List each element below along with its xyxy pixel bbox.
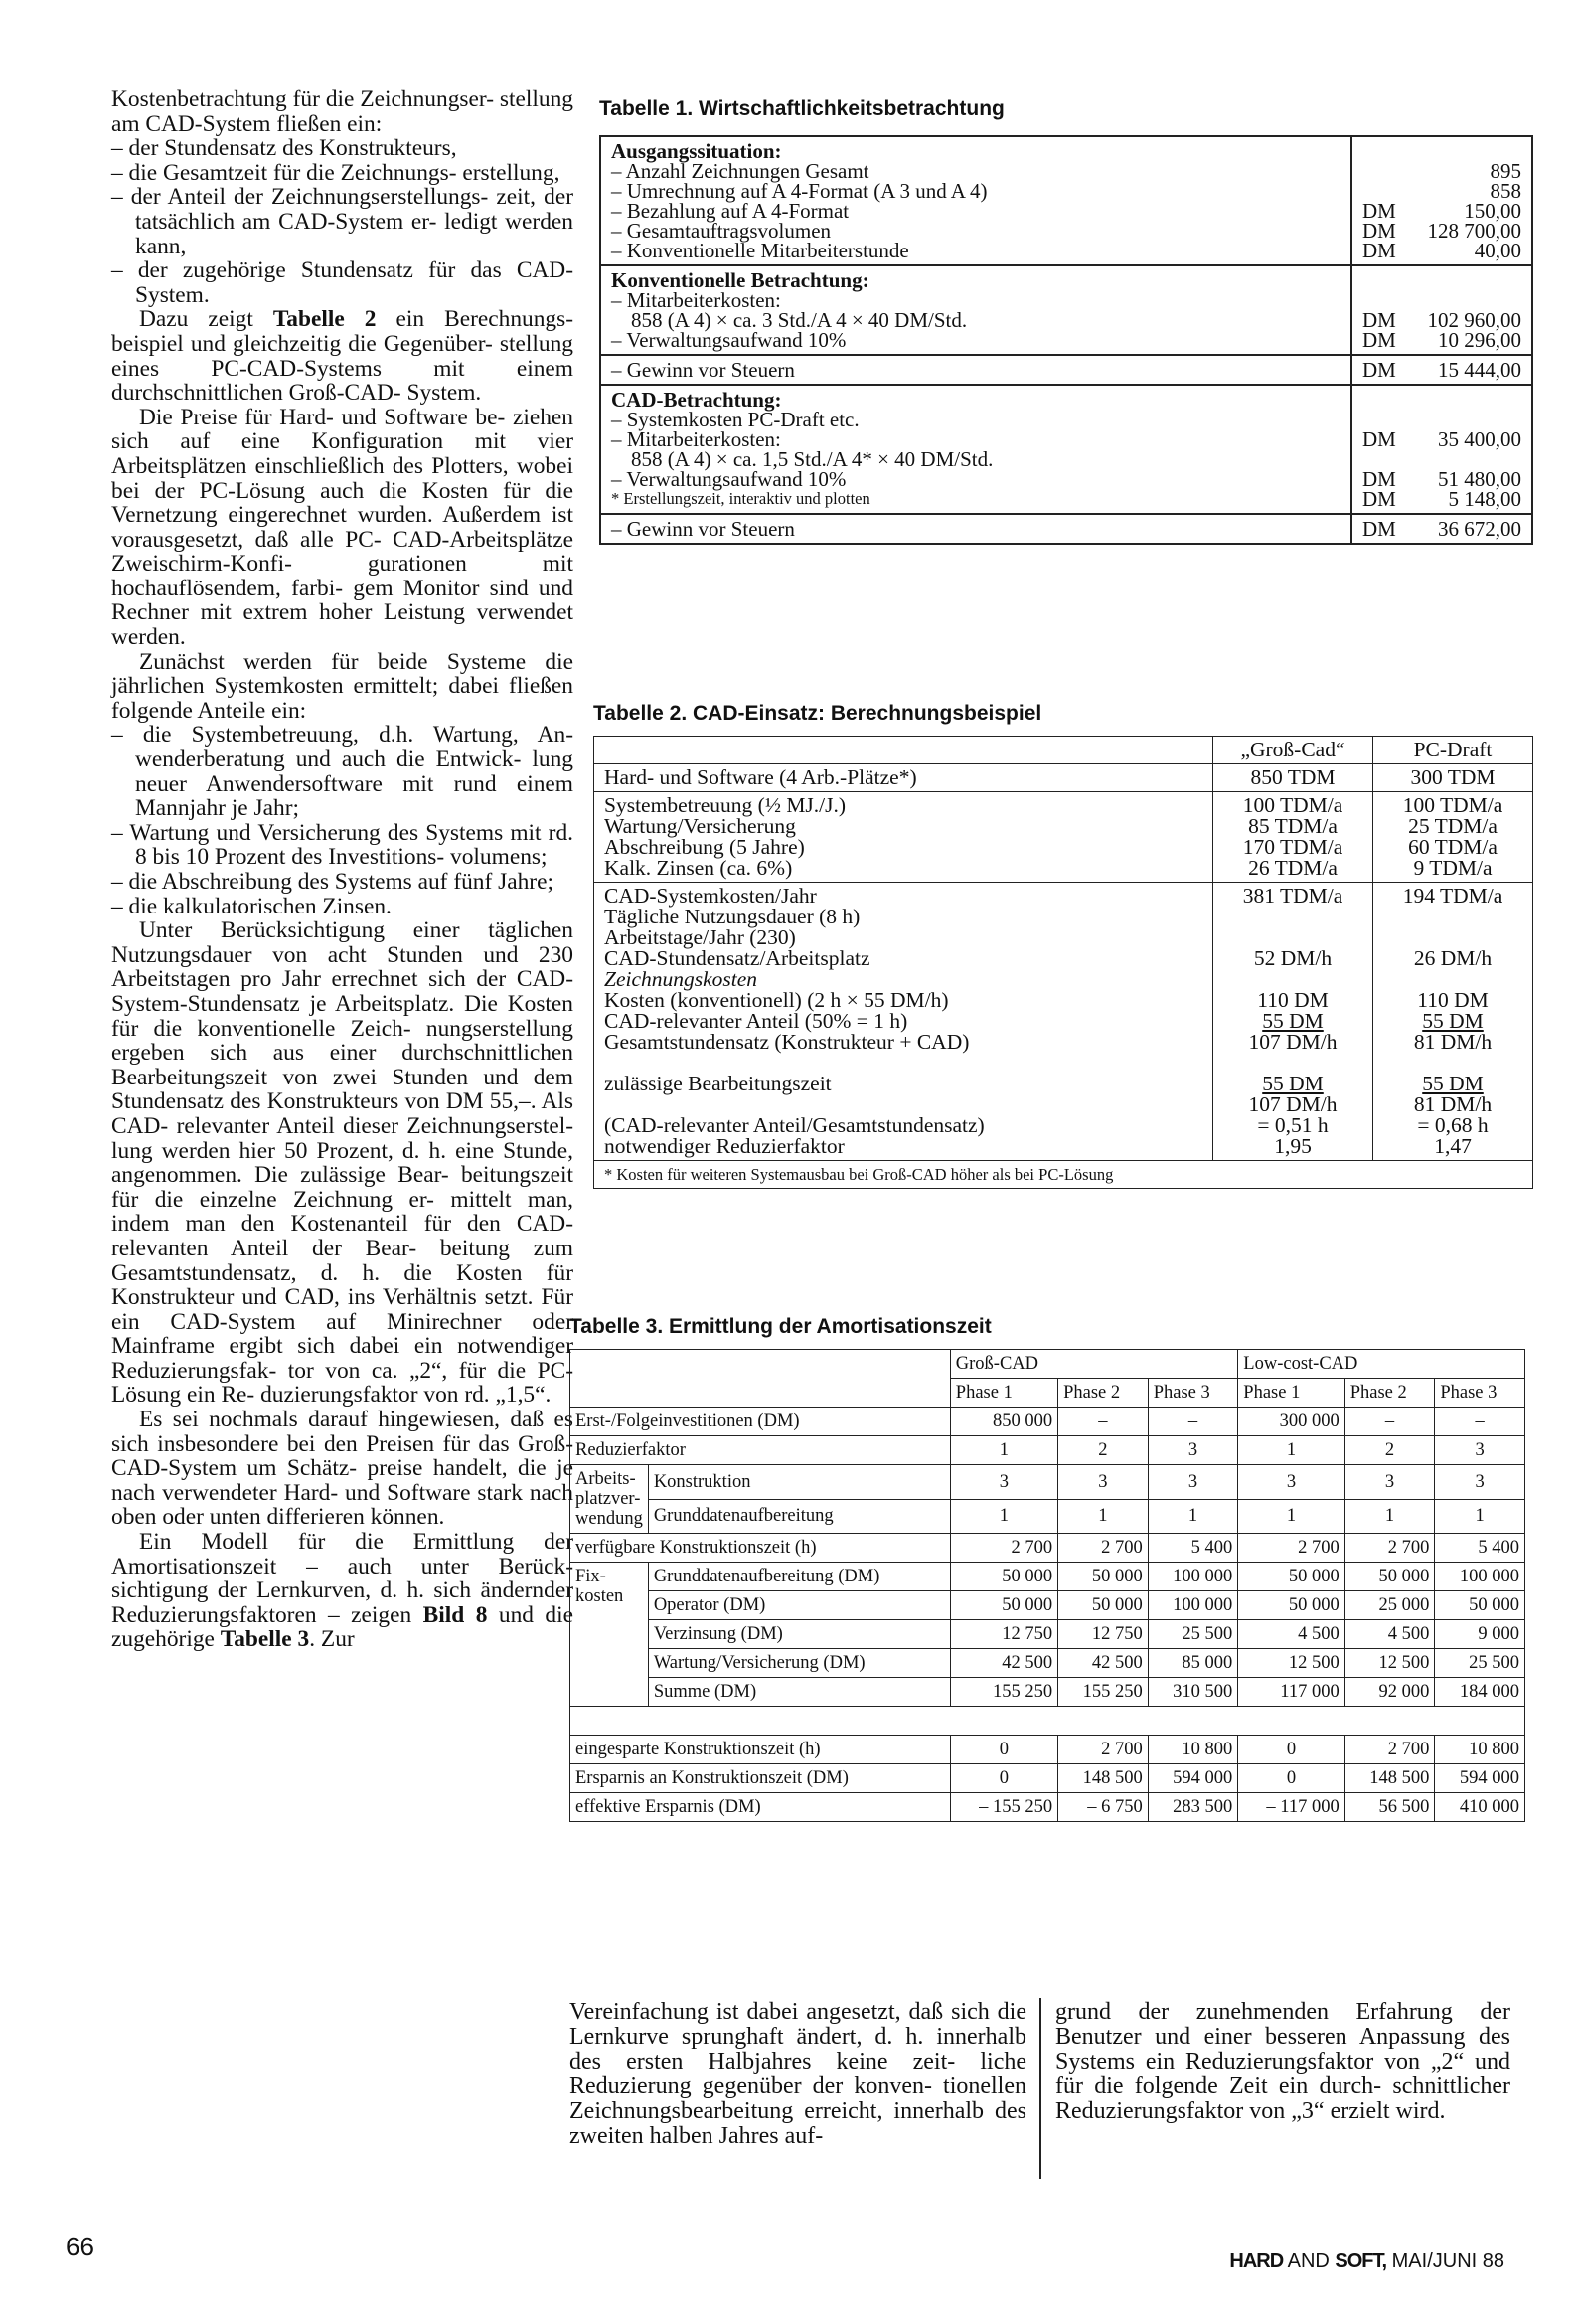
table2-line: 60 TDM/a xyxy=(1408,835,1498,859)
table1-value-cell xyxy=(1351,385,1532,514)
table1-line: – Gewinn vor Steuern xyxy=(611,358,795,382)
table2-line xyxy=(1223,907,1362,927)
table1-value-cell xyxy=(1351,514,1532,544)
table3-phase: Phase 2 xyxy=(1344,1379,1435,1408)
paragraph: – die Gesamtzeit für die Zeichnungs- erstellung, xyxy=(111,159,560,186)
table3-value: 1 xyxy=(1238,1436,1344,1465)
table2-line: CAD-relevanter Anteil (50% = 1 h) xyxy=(604,1009,908,1033)
table3-label: Grunddatenaufbereitung xyxy=(648,1499,950,1534)
bottom-right-text: grund der zunehmenden Erfahrung der Benutzer und einer besseren Anpassung des Systems ein Reduzierungsfaktor von „2“ und für die folgende Zeit ein durch- schnittlicher Reduzierungsfaktor von „3“ erzielt wird. xyxy=(1055,1999,1510,2124)
table3-value: – xyxy=(1435,1408,1525,1436)
table2-line: 850 TDM xyxy=(1250,765,1336,789)
table3-row xyxy=(570,1563,1525,1591)
table2-line: Arbeitstage/Jahr (230) xyxy=(604,925,796,949)
table1-row xyxy=(600,385,1532,514)
table2-header-cell: PC-Draft xyxy=(1373,737,1533,764)
currency: DM xyxy=(1362,517,1396,541)
left-column-text xyxy=(111,87,573,1652)
amount xyxy=(1516,141,1521,161)
table3-value: – 6 750 xyxy=(1058,1793,1149,1822)
paragraph: Zunächst werden für beide Systeme die jährlichen Systemkosten ermittelt; dabei fließen folgende Anteile ein: xyxy=(111,648,573,724)
table3-label: Summe (DM) xyxy=(648,1678,950,1707)
currency: DM xyxy=(1362,199,1396,223)
table2-line: zulässige Bearbeitungszeit xyxy=(604,1072,832,1095)
table3-value: 3 xyxy=(1344,1465,1435,1500)
table1-line: – Mitarbeiterkosten: xyxy=(611,427,781,451)
currency: DM xyxy=(1362,487,1396,511)
mag-hard: HARD xyxy=(1229,2250,1284,2272)
table3-value: 10 800 xyxy=(1148,1736,1238,1764)
table3-value: 117 000 xyxy=(1238,1678,1344,1707)
table2-line: 170 TDM/a xyxy=(1242,835,1343,859)
table3-value: 9 000 xyxy=(1435,1620,1525,1649)
table3-value: 594 000 xyxy=(1148,1764,1238,1793)
table3-value: 0 xyxy=(950,1736,1057,1764)
table3-value: 42 500 xyxy=(950,1649,1057,1678)
table3-value: – 117 000 xyxy=(1238,1793,1344,1822)
mag-issue: MAI/JUNI 88 xyxy=(1391,2250,1504,2272)
table3-value: 50 000 xyxy=(1238,1591,1344,1620)
currency: DM xyxy=(1362,308,1396,332)
table3-label: Ersparnis an Konstruktionszeit (DM) xyxy=(570,1764,951,1793)
table3-row xyxy=(570,1534,1525,1563)
table3-value: – xyxy=(1058,1408,1149,1436)
table2-line: 55 DM xyxy=(1422,1009,1484,1033)
table1-line: – Verwaltungsaufwand 10% xyxy=(611,328,847,352)
table1-value xyxy=(1362,201,1521,221)
table1-line: – Umrechnung auf A 4-Format (A 3 und A 4) xyxy=(611,179,988,203)
table2-line: CAD-Systemkosten/Jahr xyxy=(604,884,817,908)
bold-ref: Bild 8 xyxy=(422,1601,488,1628)
table1-line: * Erstellungszeit, interaktiv und plotten xyxy=(611,489,870,508)
table2 xyxy=(593,736,1533,1189)
amount: 102 960,00 xyxy=(1427,308,1521,332)
table1-value xyxy=(1362,330,1521,350)
table3-phase: Phase 2 xyxy=(1058,1379,1149,1408)
table2-header-cell xyxy=(594,737,1213,764)
table3-value: 50 000 xyxy=(950,1563,1057,1591)
table2-line: Kalk. Zinsen (ca. 6%) xyxy=(604,856,793,880)
table2-line: Tägliche Nutzungsdauer (8 h) xyxy=(604,905,861,928)
table3-value: 3 xyxy=(1148,1436,1238,1465)
table1-line: – Systemkosten PC-Draft etc. xyxy=(611,408,860,431)
table2-line: Wartung/Versicherung xyxy=(604,814,796,838)
table2-line xyxy=(1383,969,1522,990)
table2-line xyxy=(1223,1053,1362,1074)
table2-cell xyxy=(594,883,1213,1161)
table2-row xyxy=(594,764,1533,792)
table3-value: 2 xyxy=(1344,1436,1435,1465)
table3-label: Operator (DM) xyxy=(648,1591,950,1620)
table2-line: 100 TDM/a xyxy=(1242,793,1343,817)
table1 xyxy=(599,135,1533,545)
table2-header-row xyxy=(594,737,1533,764)
table3-value: 0 xyxy=(1238,1736,1344,1764)
table2-line: 81 DM/h xyxy=(1413,1030,1493,1054)
table2-line: Kosten (konventionell) (2 h × 55 DM/h) xyxy=(604,988,949,1012)
table3-label: Reduzierfaktor xyxy=(570,1436,951,1465)
paragraph: – der Stundensatz des Konstrukteurs, xyxy=(111,135,457,162)
table2-line: 55 DM xyxy=(1262,1009,1324,1033)
table2-cell xyxy=(1213,764,1373,792)
table3-value: 3 xyxy=(950,1465,1057,1500)
table3-value: 2 700 xyxy=(1238,1534,1344,1563)
table2-line: 381 TDM/a xyxy=(1242,884,1343,908)
table3-value: 4 500 xyxy=(1344,1620,1435,1649)
currency: DM xyxy=(1362,467,1396,491)
table3-value: 1 xyxy=(950,1499,1057,1534)
table3-value: 100 000 xyxy=(1148,1563,1238,1591)
table2-cell xyxy=(594,792,1213,883)
table3-value: 310 500 xyxy=(1148,1678,1238,1707)
table3-value: 56 500 xyxy=(1344,1793,1435,1822)
table3-row xyxy=(570,1736,1525,1764)
table3-value: 594 000 xyxy=(1435,1764,1525,1793)
table3-row xyxy=(570,1465,1525,1500)
table1-line: – Anzahl Zeichnungen Gesamt xyxy=(611,159,869,183)
table2-line: 25 TDM/a xyxy=(1408,814,1498,838)
table2-cell xyxy=(1373,792,1533,883)
table3-value: 3 xyxy=(1238,1465,1344,1500)
table3-value: 100 000 xyxy=(1148,1591,1238,1620)
table3-value: 0 xyxy=(950,1764,1057,1793)
table3-label: eingesparte Konstruktionszeit (h) xyxy=(570,1736,951,1764)
table3-gap xyxy=(570,1707,1525,1736)
currency: DM xyxy=(1362,239,1396,262)
table3-value: 2 700 xyxy=(950,1534,1057,1563)
amount: 51 480,00 xyxy=(1438,467,1521,491)
table1-line: – Gewinn vor Steuern xyxy=(611,517,795,541)
paragraph: Dazu zeigt Tabelle 2 ein Berechnungs- beispiel und gleichzeitig die Gegenüber- stellung eines PC-CAD-Systems mit einem durchschnittlichen Groß-CAD- System. xyxy=(111,306,573,407)
table1-label-cell xyxy=(600,265,1351,355)
table2-line xyxy=(1383,1053,1522,1074)
table2-line: Hard- und Software (4 Arb.-Plätze*) xyxy=(604,765,917,789)
amount: 150,00 xyxy=(1464,199,1521,223)
table2-cell xyxy=(1213,883,1373,1161)
table3-row xyxy=(570,1793,1525,1822)
table3-row xyxy=(570,1499,1525,1534)
table3-label: Konstruktion xyxy=(648,1465,950,1500)
table2-line: = 0,68 h xyxy=(1417,1113,1489,1137)
table2-line: Zeichnungskosten xyxy=(604,967,758,991)
table1-value-cell xyxy=(1351,355,1532,385)
table3-row xyxy=(570,1436,1525,1465)
table1-value xyxy=(1362,519,1521,539)
table3-value: 1 xyxy=(1344,1499,1435,1534)
currency: DM xyxy=(1362,328,1396,352)
table3-value: 12 750 xyxy=(1058,1620,1149,1649)
table2-line: 110 DM xyxy=(1257,988,1329,1012)
table3-value: 283 500 xyxy=(1148,1793,1238,1822)
table2-line: 107 DM/h xyxy=(1248,1030,1338,1054)
paragraph: – die kalkulatorischen Zinsen. xyxy=(111,893,392,919)
amount: 128 700,00 xyxy=(1427,219,1521,243)
paragraph: Es sei nochmals darauf hingewiesen, daß es sich insbesondere bei den Preisen für das Groß-CAD-System um Schätz- preise handelt, die je nach verwendeter Hard- und Software stark nach oben oder unten differieren können. xyxy=(111,1407,573,1531)
table2-line xyxy=(1223,927,1362,948)
table2-line: 300 TDM xyxy=(1410,765,1496,789)
table1-line: – Gesamtauftragsvolumen xyxy=(611,219,832,243)
table3-value: 1 xyxy=(950,1436,1057,1465)
table1-line: – Bezahlung auf A 4-Format xyxy=(611,199,850,223)
table2-cell xyxy=(1373,764,1533,792)
amount: 5 148,00 xyxy=(1448,487,1521,511)
table2-line: 26 TDM/a xyxy=(1248,856,1338,880)
paragraph: – der zugehörige Stundensatz für das CAD-System. xyxy=(111,257,573,308)
table3-label: Erst-/Folgeinvestitionen (DM) xyxy=(570,1408,951,1436)
table1-line: – Mitarbeiterkosten: xyxy=(611,288,781,312)
table2-line: 52 DM/h xyxy=(1253,946,1333,970)
table2-line: 100 TDM/a xyxy=(1402,793,1503,817)
table1-value xyxy=(1362,469,1521,489)
table2-cell xyxy=(594,764,1213,792)
table3-label: Grunddatenaufbereitung (DM) xyxy=(648,1563,950,1591)
table1-row xyxy=(600,355,1532,385)
table2-line: = 0,51 h xyxy=(1257,1113,1329,1137)
amount xyxy=(1516,449,1521,469)
amount: 40,00 xyxy=(1474,239,1521,262)
table2-line xyxy=(1223,969,1362,990)
table3-value: 155 250 xyxy=(1058,1678,1149,1707)
table2-line: 194 TDM/a xyxy=(1402,884,1503,908)
amount: 35 400,00 xyxy=(1438,427,1521,451)
table3-value: – xyxy=(1148,1408,1238,1436)
table2-line xyxy=(604,1053,1202,1074)
table2-line: 1,95 xyxy=(1274,1134,1312,1158)
table3-row xyxy=(570,1764,1525,1793)
table2-line: 26 DM/h xyxy=(1413,946,1493,970)
table3-value: 3 xyxy=(1435,1436,1525,1465)
currency: DM xyxy=(1362,358,1396,382)
table3-value: 410 000 xyxy=(1435,1793,1525,1822)
table2-footnote-row xyxy=(594,1161,1533,1189)
table3-value: 50 000 xyxy=(1238,1563,1344,1591)
table1-value xyxy=(1362,141,1521,161)
amount: 15 444,00 xyxy=(1438,358,1521,382)
table3-label: Verzinsung (DM) xyxy=(648,1620,950,1649)
table3-row xyxy=(570,1408,1525,1436)
table3-value: 25 000 xyxy=(1344,1591,1435,1620)
table3-value: 2 xyxy=(1058,1436,1149,1465)
table2-line: 1,47 xyxy=(1434,1134,1472,1158)
table1-line: 858 (A 4) × ca. 1,5 Std./A 4* × 40 DM/Std. xyxy=(631,447,994,471)
table1-value xyxy=(1362,449,1521,469)
table3-value: 3 xyxy=(1435,1465,1525,1500)
table3-caption: Tabelle 3. Ermittlung der Amortisationszeit xyxy=(569,1315,992,1338)
table3-group-row xyxy=(570,1350,1525,1379)
table3-fix-label: Fix- kosten xyxy=(570,1563,649,1707)
table1-value xyxy=(1362,310,1521,330)
table2-line: Gesamtstundensatz (Konstrukteur + CAD) xyxy=(604,1030,970,1054)
table3-group-lowcost: Low-cost-CAD xyxy=(1238,1350,1525,1379)
table2-footnote: * Kosten für weiteren Systemausbau bei Groß-CAD höher als bei PC-Lösung xyxy=(594,1161,1533,1189)
table1-block-title: Ausgangssituation: xyxy=(611,139,782,163)
amount: 858 xyxy=(1490,179,1521,203)
table3-value: 42 500 xyxy=(1058,1649,1149,1678)
table1-caption: Tabelle 1. Wirtschaftlichkeitsbetrachtung xyxy=(599,97,1005,120)
table2-line: 55 DM xyxy=(1422,1072,1484,1095)
table3-value: 4 500 xyxy=(1238,1620,1344,1649)
table2-line: 55 DM xyxy=(1262,1072,1324,1095)
table2-header-cell: „Groß-Cad“ xyxy=(1213,737,1373,764)
table3-value: – xyxy=(1344,1408,1435,1436)
table3-value: 50 000 xyxy=(1058,1563,1149,1591)
table3-value: – 155 250 xyxy=(950,1793,1057,1822)
table3-phase: Phase 1 xyxy=(950,1379,1057,1408)
table2-row xyxy=(594,883,1533,1161)
table3-value: 5 400 xyxy=(1148,1534,1238,1563)
amount: 10 296,00 xyxy=(1438,328,1521,352)
currency: DM xyxy=(1362,219,1396,243)
table3-row xyxy=(570,1591,1525,1620)
table1-label-cell xyxy=(600,355,1351,385)
table2-row xyxy=(594,792,1533,883)
table1-row xyxy=(600,514,1532,544)
table2-line: Abschreibung (5 Jahre) xyxy=(604,835,805,859)
table2-line: 85 TDM/a xyxy=(1248,814,1338,838)
table3-value: 3 xyxy=(1058,1465,1149,1500)
table2-caption: Tabelle 2. CAD-Einsatz: Berechnungsbeispiel xyxy=(593,702,1042,725)
table2-line xyxy=(604,1094,1202,1115)
currency: DM xyxy=(1362,427,1396,451)
table3-value: 10 800 xyxy=(1435,1736,1525,1764)
table3-value: 3 xyxy=(1148,1465,1238,1500)
table2-line xyxy=(1383,927,1522,948)
table3-corner xyxy=(570,1350,951,1408)
table3-value: 1 xyxy=(1238,1499,1344,1534)
table3-value: 184 000 xyxy=(1435,1678,1525,1707)
table3-gap-cell xyxy=(570,1707,1525,1736)
table3-value: 50 000 xyxy=(1058,1591,1149,1620)
table3-value: 12 500 xyxy=(1344,1649,1435,1678)
page-number: 66 xyxy=(66,2232,94,2261)
table2-line: 9 TDM/a xyxy=(1413,856,1493,880)
table1-value xyxy=(1362,489,1521,509)
table3-phase: Phase 3 xyxy=(1148,1379,1238,1408)
table3-value: 1 xyxy=(1435,1499,1525,1534)
table3-label: effektive Ersparnis (DM) xyxy=(570,1793,951,1822)
table3-value: 85 000 xyxy=(1148,1649,1238,1678)
table3-value: 12 750 xyxy=(950,1620,1057,1649)
table1-block-title: Konventionelle Betrachtung: xyxy=(611,268,869,292)
table3 xyxy=(569,1349,1525,1822)
bold-ref: Tabelle 2 xyxy=(272,306,377,333)
table1-value xyxy=(1362,221,1521,241)
paragraph: Unter Berücksichtigung einer täglichen Nutzungsdauer von acht Stunden und 230 Arbeitstagen pro Jahr errechnet sich der CAD-System-Stundensatz je Arbeitsplatz. Die Kosten für die konventionelle Zeich- nungserstellung ergeben sich aus einer durchschnittlichen Bearbeitungszeit von zwei Stunden und dem Stundensatz des Konstrukteurs von DM 55,–. Als CAD- relevanter Anteil dieser Zeichnungserstel- lung werden hier 50 Prozent, d. h. eine Stunde, angenommen. Die zulässige Bear- beitungszeit für die einzelne Zeichnung er- mittelt man, indem man den Kostenanteil für den CAD-relevanten Anteil der Bear- beitung zum Gesamtstundensatz, d. h. die Kosten für Konstrukteur und CAD, ins Verhältnis setzt. Für ein CAD-System auf Minirechner oder Mainframe ergibt sich dabei ein notwendiger Reduzierungsfak- tor von ca. „2“, für die PC-Lösung ein Re- duzierungsfaktor von rd. „1,5“. xyxy=(111,917,573,1409)
table3-value: 0 xyxy=(1238,1764,1344,1793)
table2-cell xyxy=(1213,792,1373,883)
table1-value xyxy=(1362,161,1521,181)
paragraph: Ein Modell für die Ermittlung der Amortisationszeit – auch unter Berück- sichtigung der Lernkurven, d. h. sich ändernder Reduzierungsfaktoren – zeigen Bild 8 und die zugehörige Tabelle 3. Zur xyxy=(111,1529,573,1653)
table2-line xyxy=(1383,907,1522,927)
column-divider xyxy=(1039,1998,1041,2179)
table2-cell xyxy=(1373,883,1533,1161)
table1-line: – Konventionelle Mitarbeiterstunde xyxy=(611,239,909,262)
table1-line: 858 (A 4) × ca. 3 Std./A 4 × 40 DM/Std. xyxy=(631,308,968,332)
table3-value: 100 000 xyxy=(1435,1563,1525,1591)
table2-line: 110 DM xyxy=(1417,988,1489,1012)
table2-line: Systembetreuung (½ MJ./J.) xyxy=(604,793,847,817)
table3-value: 300 000 xyxy=(1238,1408,1344,1436)
paragraph: Die Preise für Hard- und Software be- ziehen sich auf eine Konfiguration mit vier Arbeitsplätzen einschließlich des Plotters, wobei bei der PC-Lösung auch die Kosten für die Vernetzung eingerechnet wurden. Außerdem ist vorausgesetzt, daß alle PC- CAD-Arbeitsplätze Zweischirm-Konfi- gurationen mit hochauflösendem, farbi- gem Monitor sind und Rechner mit extrem hoher Leistung verwendet werden. xyxy=(111,404,573,651)
table3-value: 1 xyxy=(1148,1499,1238,1534)
table1-value xyxy=(1362,241,1521,260)
table2-line: (CAD-relevanter Anteil/Gesamtstundensatz) xyxy=(604,1113,985,1137)
table1-row xyxy=(600,136,1532,265)
table3-value: 850 000 xyxy=(950,1408,1057,1436)
table3-row xyxy=(570,1678,1525,1707)
table3-label: Wartung/Versicherung (DM) xyxy=(648,1649,950,1678)
table1-value xyxy=(1362,360,1521,380)
table1-label-cell xyxy=(600,385,1351,514)
amount: 36 672,00 xyxy=(1438,517,1521,541)
table3-row xyxy=(570,1620,1525,1649)
table2-line: 81 DM/h xyxy=(1413,1092,1493,1116)
table3-group-gross: Groß-CAD xyxy=(950,1350,1238,1379)
paragraph: – der Anteil der Zeichnungserstellungs- zeit, der tatsächlich am CAD-System er- ledigt werden kann, xyxy=(111,184,573,259)
table3-ap-label: Arbeits- platzver- wendung xyxy=(570,1465,649,1534)
paragraph: – Wartung und Versicherung des Systems mit rd. 8 bis 10 Prozent des Investitions- volumens; xyxy=(111,819,573,871)
table3-row xyxy=(570,1649,1525,1678)
table1-label-cell xyxy=(600,136,1351,265)
amount: 895 xyxy=(1490,159,1521,183)
paragraph: – die Systembetreuung, d.h. Wartung, An- wenderberatung und auch die Entwick- lung neuer Anwendersoftware mit rund einem Mannjahr je Jahr; xyxy=(111,722,573,822)
mag-and: AND xyxy=(1287,2250,1330,2272)
table3-value: 2 700 xyxy=(1344,1736,1435,1764)
table3-label: verfügbare Konstruktionszeit (h) xyxy=(570,1534,951,1563)
table3-value: 12 500 xyxy=(1238,1649,1344,1678)
table1-value-cell xyxy=(1351,136,1532,265)
table1-row xyxy=(600,265,1532,355)
table1-value xyxy=(1362,429,1521,449)
table3-value: 50 000 xyxy=(950,1591,1057,1620)
table3-value: 155 250 xyxy=(950,1678,1057,1707)
table1-line: – Verwaltungsaufwand 10% xyxy=(611,467,847,491)
table3-value: 25 500 xyxy=(1148,1620,1238,1649)
table1-value-cell xyxy=(1351,265,1532,355)
table3-value: 92 000 xyxy=(1344,1678,1435,1707)
mag-soft: SOFT, xyxy=(1335,2250,1387,2272)
paragraph: Kostenbetrachtung für die Zeichnungser- stellung am CAD-System fließen ein: xyxy=(111,86,573,137)
table3-value: 2 700 xyxy=(1344,1534,1435,1563)
magazine-footer xyxy=(1229,2250,1504,2273)
table2-line: notwendiger Reduzierfaktor xyxy=(604,1134,845,1158)
table3-value: 2 700 xyxy=(1058,1736,1149,1764)
table3-phase: Phase 3 xyxy=(1435,1379,1525,1408)
table2-line: 107 DM/h xyxy=(1248,1092,1338,1116)
table3-value: 25 500 xyxy=(1435,1649,1525,1678)
bold-ref: Tabelle 3 xyxy=(220,1626,310,1653)
table3-value: 2 700 xyxy=(1058,1534,1149,1563)
table1-block-title: CAD-Betrachtung: xyxy=(611,388,782,412)
table3-value: 148 500 xyxy=(1344,1764,1435,1793)
table3-value: 148 500 xyxy=(1058,1764,1149,1793)
bottom-left-text: Vereinfachung ist dabei angesetzt, daß sich die Lernkurve sprunghaft ändert, d. h. innerhalb des ersten Halbjahres keine zeit- liche Reduzierung gegenüber der konven- tionellen Zeichnungsbearbeitung erreicht, innerhalb des zweiten halben Jahres auf- xyxy=(569,1999,1026,2149)
table3-value: 50 000 xyxy=(1435,1591,1525,1620)
table3-value: 1 xyxy=(1058,1499,1149,1534)
table1-label-cell xyxy=(600,514,1351,544)
table2-line: CAD-Stundensatz/Arbeitsplatz xyxy=(604,946,870,970)
table3-value: 50 000 xyxy=(1344,1563,1435,1591)
table3-phase: Phase 1 xyxy=(1238,1379,1344,1408)
table3-value: 5 400 xyxy=(1435,1534,1525,1563)
paragraph: – die Abschreibung des Systems auf fünf Jahre; xyxy=(111,869,553,895)
table1-value xyxy=(1362,181,1521,201)
